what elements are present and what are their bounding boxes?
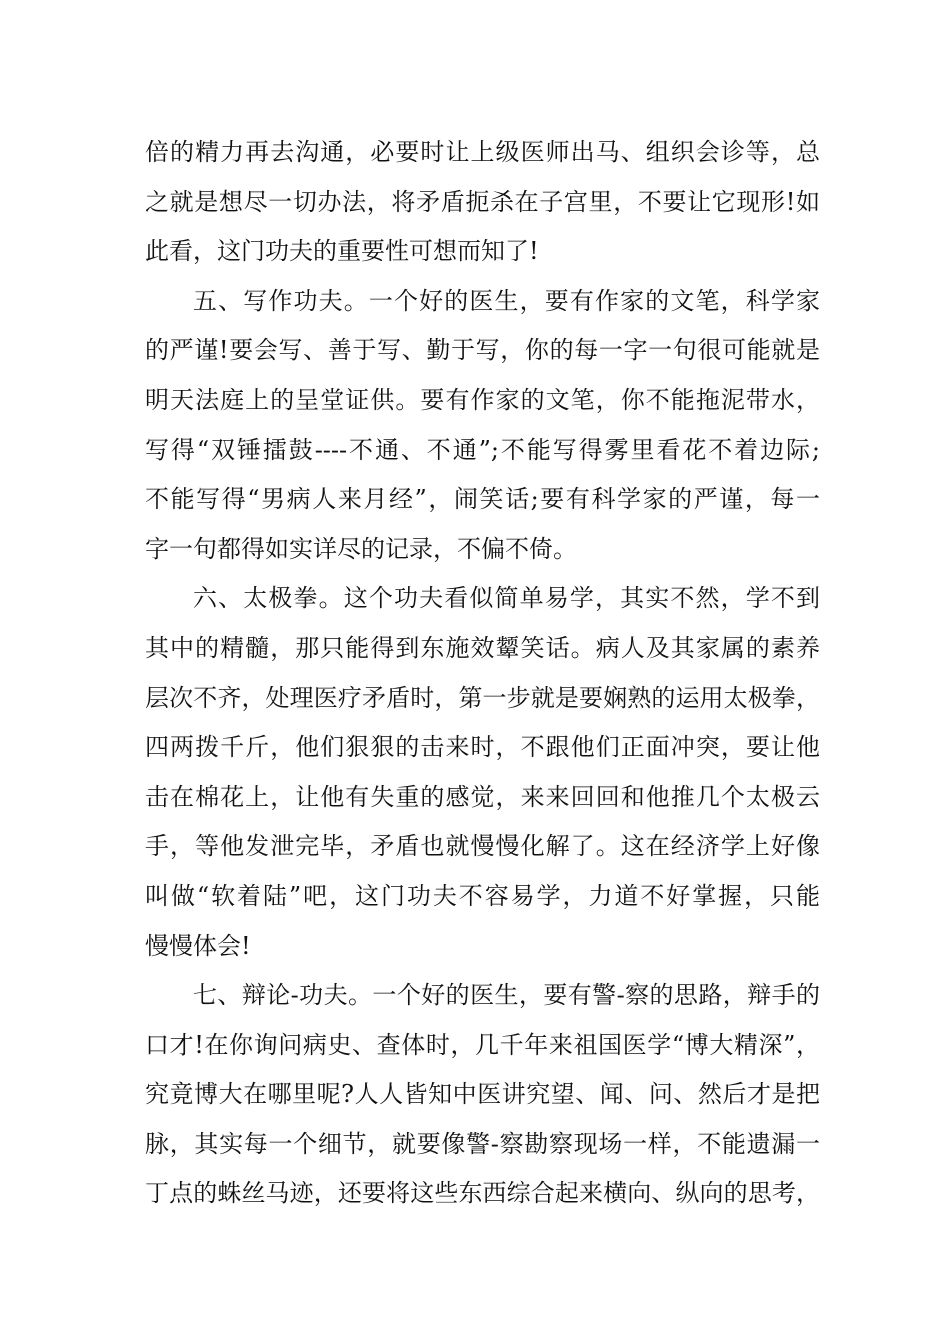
- text-line: 手，等他发泄完毕，矛盾也就慢慢化解了。这在经济学上好像: [145, 832, 820, 861]
- text-line: 其中的精髓，那只能得到东施效颦笑话。病人及其家属的素养: [145, 633, 820, 662]
- text-line: 不能写得“男病人来月经”，闹笑话;要有科学家的严谨，每一: [145, 485, 820, 514]
- text-line: 慢慢体会!: [145, 931, 251, 960]
- text-line: 字一句都得如实详尽的记录，不偏不倚。: [145, 534, 577, 563]
- text-line: 究竟博大在哪里呢?人人皆知中医讲究望、闻、问、然后才是把: [145, 1080, 820, 1109]
- text-line: 击在棉花上，让他有失重的感觉，来来回回和他推几个太极云: [145, 782, 820, 811]
- text-line: 四两拨千斤，他们狠狠的击来时，不跟他们正面冲突，要让他: [145, 733, 820, 762]
- text-line: 此看，这门功夫的重要性可想而知了!: [145, 237, 539, 266]
- text-line: 倍的精力再去沟通，必要时让上级医师出马、组织会诊等，总: [145, 138, 820, 166]
- text-line: 六、太极拳。这个功夫看似简单易学，其实不然，学不到: [193, 584, 820, 613]
- text-line: 之就是想尽一切办法，将矛盾扼杀在子宫里，不要让它现形!如: [145, 187, 820, 216]
- text-line: 明天法庭上的呈堂证供。要有作家的文笔，你不能拖泥带水，: [145, 385, 820, 414]
- text-line: 的严谨!要会写、善于写、勤于写，你的每一字一句很可能就是: [145, 336, 820, 365]
- text-line: 五、写作功夫。一个好的医生，要有作家的文笔，科学家: [193, 286, 820, 315]
- text-line: 脉，其实每一个细节，就要像警-察勘察现场一样，不能遗漏一: [145, 1129, 820, 1158]
- text-line: 叫做“软着陆”吧，这门功夫不容易学，力道不好掌握，只能: [145, 881, 820, 910]
- text-line: 层次不齐，处理医疗矛盾时，第一步就是要娴熟的运用太极拳，: [145, 683, 820, 712]
- text-line: 丁点的蛛丝马迹，还要将这些东西综合起来横向、纵向的思考，: [145, 1179, 820, 1208]
- text-line: 七、辩论-功夫。一个好的医生，要有警-察的思路，辩手的: [193, 981, 820, 1010]
- document-body: [145, 128, 820, 1219]
- text-line: 口才!在你询问病史、查体时，几千年来祖国医学“博大精深”，: [145, 1030, 820, 1059]
- text-line: 写得“双锤擂鼓----不通、不通”;不能写得雾里看花不着边际;: [145, 435, 820, 464]
